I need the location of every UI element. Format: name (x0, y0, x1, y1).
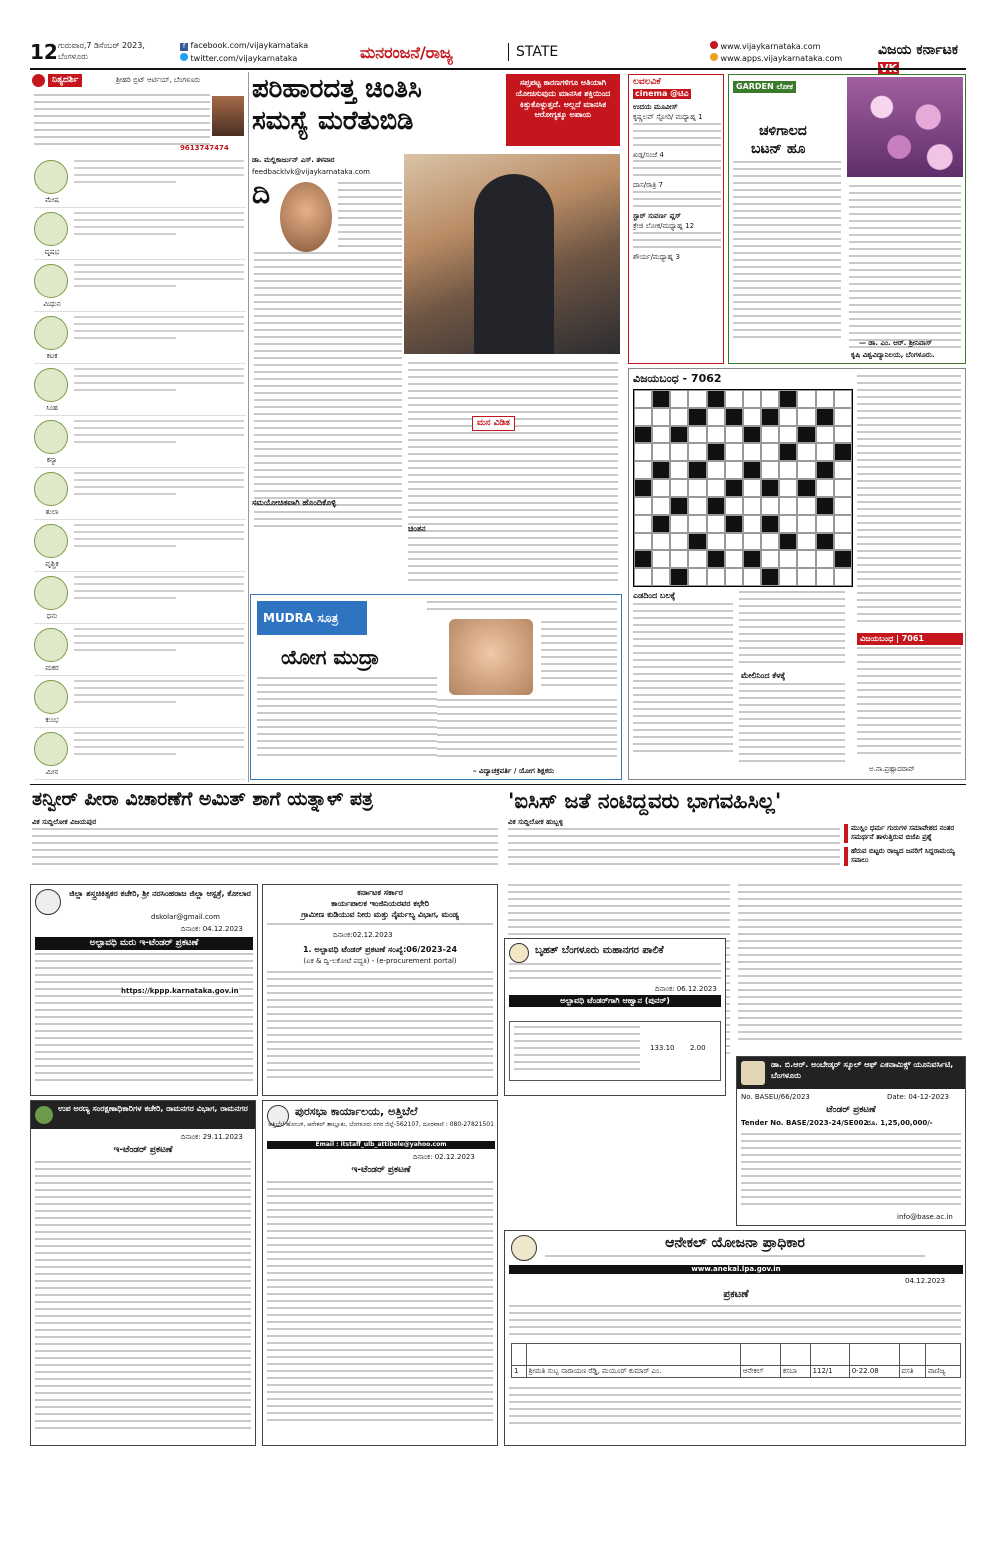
ambedkar-logo (741, 1061, 765, 1085)
tender-anekal (504, 1230, 966, 1446)
kolar-title: ಜಿಲ್ಲಾ ಶಸ್ತ್ರಚಿಕಿತ್ಸಕರ ಕಚೇರಿ, ಶ್ರೀ ನರಸಿಂಹರಾಜ ಜಿಲ್ಲಾ ಆಸ್ಪತ್ರೆ, ಕೋಲಾರ (69, 889, 251, 898)
libra-icon (34, 472, 68, 506)
twitter-icon (180, 53, 188, 61)
feature-drop-cap: ದಿ (252, 177, 271, 210)
flower-photo (847, 77, 963, 177)
garden-title-1: ಚಳಿಗಾಲದ (759, 123, 807, 139)
cancer-icon (34, 316, 68, 350)
crossword-grid[interactable] (633, 389, 853, 587)
header-rule (30, 68, 966, 70)
twitter-link[interactable]: twitter.com/vijaykarnataka (180, 53, 297, 64)
ambedkar-email[interactable]: info@base.ac.in (897, 1213, 953, 1221)
ambedkar-date: Date: 04-12-2023 (887, 1093, 949, 1101)
bbmp-table (509, 1021, 721, 1081)
attibele-date: ದಿನಾಂಕ: 02.12.2023 (413, 1153, 475, 1161)
horoscope-phone[interactable]: 9613747474 (180, 144, 229, 152)
scorpio-icon (34, 524, 68, 558)
ambedkar-notice: ಟೆಂಡರ್ ಪ್ರಕಟಣೆ (826, 1105, 876, 1115)
anekal-table (511, 1343, 961, 1378)
rashi-row-dhanu: ಧನು (34, 572, 246, 624)
kolar-notice: ಅಲ್ಪಾವಧಿ ಮರು ಇ-ಟೆಂಡರ್ ಪ್ರಕಟಣೆ (35, 937, 253, 950)
cinema-label: cinema @ಟಿವಿ (635, 89, 689, 98)
rashi-row-mesha: ಮೇಷ (34, 156, 246, 208)
crossword-title: ವಿಜಯಬಂಧ - 7062 (633, 372, 722, 385)
rashi-row-vrishabha: ವೃಷಭ (34, 208, 246, 260)
feature-column-tag: ಮನ ವಿಡಿತ (472, 416, 515, 431)
page-number: 12 (30, 40, 58, 64)
garden-label: GARDEN ಲೋಕ (733, 81, 796, 93)
anekal-notice: ಪ್ರಕಟಣೆ (723, 1289, 749, 1300)
bbmp-date: ದಿನಾಂಕ: 06.12.2023 (655, 985, 717, 993)
horoscope-col-rule (248, 72, 249, 782)
capricorn-icon (34, 628, 68, 662)
taurus-icon (34, 212, 68, 246)
ramanagara-title: ಉಪ ಅರಣ್ಯ ಸಂರಕ್ಷಣಾಧಿಕಾರಿಗಳ ಕಚೇರಿ, ರಾಮನಗರ ವಿಭಾಗ, ರಾಮನಗರ (31, 1101, 255, 1129)
news-left (30, 788, 500, 880)
news-bullet-1: ಮುಸ್ಲಿಂ ಧರ್ಮ ಗುರುಗಳ ಸಮಾವೇಶದ ನಂತರ ಸಮರ್ಥನೆ ತಾಳುತ್ತಿರುವ ಬಿಜೆಪಿ ಪ್ರಶ್ನೆ (844, 824, 964, 843)
tender-bbmp (504, 938, 726, 1096)
app-link[interactable]: www.apps.vijaykarnataka.com (710, 53, 842, 64)
ambedkar-amount: ರೂ. 1,25,00,000/- (867, 1119, 933, 1127)
ambedkar-title: ಡಾ. ಬಿ.ಆರ್. ಅಂಬೇಡ್ಕರ್ ಸ್ಕೂಲ್ ಆಫ್ ಎಕನಾಮಿಕ್ಸ್ ಯೂನಿವರ್ಸಿಟಿ, ಬೆಂಗಳೂರು (737, 1057, 965, 1089)
kolar-seal-icon (35, 889, 61, 915)
forest-logo (35, 1106, 53, 1124)
attibele-title: ಪುರಸಭಾ ಕಾರ್ಯಾಲಯ, ಅತ್ತಿಬೆಲೆ (295, 1105, 418, 1118)
anekal-web[interactable]: www.anekal.lpa.gov.in (509, 1265, 963, 1274)
tender-mandya (262, 884, 498, 1096)
lavalavk-cinema-box (628, 74, 724, 364)
attibele-sub: ಅತ್ತಿಬೆಲೆ ಹೋಬಳಿ, ಆನೇಕಲ್ ತಾಲ್ಲೂಕು, ಬೆಂಗಳೂರು ನಗರ ಜಿಲ್ಲೆ-562107, ದೂರವಾಣಿ : 080-27821501 (268, 1121, 494, 1128)
anekal-date: 04.12.2023 (905, 1277, 946, 1285)
rashi-row-kataka: ಕಟಕ (34, 312, 246, 364)
feature-pull-quote: ಸಪ್ತಪಟ್ಟ ಕಾರಣಗಳಿಗೂ ಅತಿಯಾಗಿ ಯೋಚಿಸುವುದು ಮಾನಸಿಕ ಶಕ್ತಿಯಿಂದ ಕಿತ್ತುಕೊಳ್ಳುತ್ತದೆ. ಅಲ್ಲದೆ ಮಾನಸಿಕ ಆರೋಗ್ಯಕ್ಕೂ ಅಪಾಯ (506, 74, 620, 146)
bbmp-logo (509, 943, 529, 963)
bbmp-amount-2: 2.00 (690, 1044, 706, 1052)
man-silhouette (474, 174, 554, 354)
masthead: ವಿಜಯ ಕರ್ನಾಟಕ (878, 42, 966, 77)
mandya-date: ದಿನಾಂಕ:02.12.2023 (333, 931, 393, 939)
horoscope-title: ನಿತ್ಯದರ್ಶಿ (48, 74, 82, 87)
sun-icon (32, 74, 45, 87)
table-row: 1 ಶ್ರೀಮತಿ ಸುಬ್ಬ ನಾರಾಯಣ ರೆಡ್ಡಿ, ಮಯೂರ್ ಕುಮಾರ್ ಎಂ. ಆನೇಕಲ್ ಕಸಬಾ 112/1 0-22.08 ವಸತಿ ವಾಣಿಜ್ಯ (512, 1366, 961, 1378)
garden-title-2: ಬಟನ್ ಹೂ (751, 141, 806, 157)
rashi-row-vrishchika: ವೃಶ್ಚಿಕ (34, 520, 246, 572)
tender-ambedkar (736, 1056, 966, 1226)
anekal-title: ಆನೇಕಲ್ ಯೋಜನಾ ಪ್ರಾಧಿಕಾರ (665, 1235, 805, 1251)
attibele-notice: ಇ-ಟೆಂಡರ್ ಪ್ರಕಟಣೆ (351, 1165, 411, 1175)
garden-credit: ಕೃಷಿ ವಿಶ್ವವಿದ್ಯಾನಿಲಯ, ಬೆಂಗಳೂರು. (851, 351, 935, 359)
news-headline-left: ತನ್ವೀರ್ ಪೀರಾ ವಿಚಾರಣೆಗೆ ಅಮಿತ್ ಶಾಗೆ ಯತ್ನಾಳ್ ಪತ್ರ (32, 788, 373, 810)
aquarius-icon (34, 680, 68, 714)
crossword-answer-title: ವಿಜಯಬಂಧ | 7061 (857, 633, 963, 645)
news-bullet-2: ಹೆರುವ ಬಿಟ್ಟರು ರಾಜ್ಯದ ಜನರಿಗೆ ಸಿದ್ದರಾಮಯ್ಯ ಸವಾಲು (844, 847, 964, 866)
crossword-box (628, 368, 966, 780)
rashi-row-kanya: ಕನ್ಯಾ (34, 416, 246, 468)
bbmp-notice: ಅಲ್ಪಾವಧಿ ಟೆಂಡರ್‌ಗಾಗಿ ಆಹ್ವಾನ (ಪುನರ್) (509, 995, 721, 1007)
sagittarius-icon (34, 576, 68, 610)
anekal-logo (511, 1235, 537, 1261)
gemini-icon (34, 264, 68, 298)
author-photo (280, 182, 332, 252)
astrologer-photo (212, 96, 244, 136)
kolar-email[interactable]: dskolar@gmail.com (151, 913, 220, 921)
leo-icon (34, 368, 68, 402)
news-dateline-left: ವಿಕ ಸುದ್ದಿಲೋಕ ವಿಜಯಪುರ (32, 818, 97, 826)
kolar-date: ದಿನಾಂಕ: 04.12.2023 (181, 925, 243, 933)
ramanagara-date: ದಿನಾಂಕ: 29.11.2023 (181, 1133, 243, 1141)
page-header (30, 40, 966, 66)
facebook-icon: f (180, 43, 188, 51)
kolar-url[interactable]: https://kppp.karnataka.gov.in (121, 987, 239, 995)
feature-subheading: ಸಮಯೋಚಿತವಾಗಿ ಹೊಂದಿಕೊಳ್ಳಿ (252, 498, 336, 507)
facebook-link[interactable]: f facebook.com/vijaykarnataka (180, 41, 308, 51)
aries-icon (34, 160, 68, 194)
section-title-en: STATE (516, 44, 559, 60)
feature-byline: ಡಾ. ಮಲ್ಲಿಕಾರ್ಜುನ್ ಎಸ್. ತಳವಾರ (252, 156, 335, 164)
feature-email[interactable]: feedbacklvk@vijaykarnataka.com (252, 168, 370, 176)
ambedkar-no: No. BASEU/66/2023 (741, 1093, 810, 1101)
rashi-row-kumbha: ಕುಂಭ (34, 676, 246, 728)
feature-headline-2: ಸಮಸ್ಯೆ ಮರೆತುಬಿಡಿ (252, 106, 414, 136)
rashi-row-simha: ಸಿಂಹ (34, 364, 246, 416)
news-dateline-right: ವಿಕ ಸುದ್ದಿಲೋಕ ಹುಬ್ಬಳ್ಳಿ (508, 818, 563, 826)
ramanagara-notice: ಇ-ಟೆಂಡರ್ ಪ್ರಕಟಣೆ (113, 1145, 173, 1155)
feature-headline-1: ಪರಿಹಾರದತ್ತ ಚಿಂತಿಸಿ (252, 74, 422, 104)
news-headline-right: 'ಐಸಿಸ್ ಜತೆ ನಂಟಿದ್ದವರು ಭಾಗವಹಿಸಿಲ್ಲ' (508, 789, 782, 813)
mandya-mode: (ಏಕ & ದ್ವಿ-ಲಕೋಟೆ ಪದ್ಧತಿ) - (e-procurement portal) (303, 957, 457, 965)
section-divider (508, 43, 509, 61)
mandya-sub: ಕಾರ್ಯಪಾಲಕ ಇಂಜಿನಿಯರವರ ಕಛೇರಿ (331, 899, 429, 908)
crossword-down-label: ಮೇಲಿನಿಂದ ಕೆಳಕ್ಕೆ (741, 671, 786, 680)
tender-ramanagara (30, 1100, 256, 1446)
issue-city: ಬೆಂಗಳೂರು (58, 52, 88, 61)
news-bullets (844, 824, 964, 866)
yoga-credit: – ವಿದ್ಯಾಚಕ್ರವರ್ತಿ / ಯೋಗ ಶಿಕ್ಷಕರು (473, 767, 554, 775)
tender-attibele (262, 1100, 498, 1446)
lavalavk-garden-box (728, 74, 966, 364)
mandya-notice: 1. ಅಲ್ಪಾವಧಿ ಟೆಂಡರ್ ಪ್ರಕಟಣೆ ಸಂಖ್ಯೆ:06/2023-24 (302, 945, 458, 954)
yoga-box (250, 594, 622, 780)
yoga-brand: MUDRA ಸೂತ್ರ (257, 601, 367, 635)
garden-author: — ಡಾ. ಎಂ. ಆರ್. ಶ್ರೀನಿವಾಸ್ (859, 339, 932, 347)
rashi-row-meena: ಮೀನ (34, 728, 246, 780)
horoscope-header (30, 72, 246, 90)
rashi-row-makara: ಮಕರ (34, 624, 246, 676)
yoga-title: ಯೋಗ ಮುದ್ರಾ (281, 645, 380, 669)
crossword-across-label: ಎಡದಿಂದ ಬಲಕ್ಕೆ (633, 591, 676, 600)
section-title: ಮನರಂಜನೆ/ರಾಜ್ಯ (360, 43, 453, 62)
bbmp-amount-1: 133.10 (650, 1044, 675, 1052)
lavalavk-logo: ಲವಲವಿಕೆ (633, 77, 661, 87)
rashi-row-tula: ತುಲಾ (34, 468, 246, 520)
feature-subheading-2: ಚಿಂತನ (408, 524, 426, 533)
website-link[interactable]: www.vijaykarnataka.com (710, 41, 820, 52)
rashi-row-mithuna: ಮಿಥುನ (34, 260, 246, 312)
virgo-icon (34, 420, 68, 454)
pisces-icon (34, 732, 68, 766)
attibele-email[interactable]: Email : itstaff_ulb_attibele@yahoo.com (267, 1141, 495, 1149)
bbmp-title: ಬೃಹತ್ ಬೆಂಗಳೂರು ಮಹಾನಗರ ಪಾಲಿಕೆ (535, 945, 664, 956)
tv-listings: ಉದಯ ಮೂವೀಸ್ ಕೃಷ್ಣಲವ್ ಸ್ಟೋರಿ/ ಮಧ್ಯಾಹ್ನ 1 ಖಡ್ಗ/ಸಂಜೆ 4 ದಾಸ/ರಾತ್ರಿ 7 ಸ್ಟಾರ್ ಸುವರ್ಣ ಪ್ಲಸ್ ಕ್ರೇಜಿ ಲೋಕ/ಮಧ್ಯಾಹ್ನ 12 ಶೌರ್ಯ/ಮಧ್ಯಾಹ್ನ 3 (633, 103, 721, 263)
feature-article (250, 72, 622, 592)
feature-photo (404, 154, 620, 354)
issue-date: ಗುರುವಾರ,7 ಡಿಸೆಂಬರ್ 2023, (58, 41, 145, 50)
globe-icon (710, 41, 718, 49)
mandya-dept: ಗ್ರಾಮೀಣ ಕುಡಿಯುವ ನೀರು ಮತ್ತು ನೈರ್ಮಲ್ಯ ವಿಭಾಗ, ಮಂಡ್ಯ (301, 910, 459, 919)
tender-kolar (30, 884, 258, 1096)
app-icon (710, 53, 718, 61)
horoscope-author: ಶ್ರೀಹರಿ ಬ್ರಿಟ್ ಆರ್ಟಿಯ್, ಬೆಂಗಳೂರು (116, 76, 201, 84)
mandya-title: ಕರ್ನಾಟಕ ಸರ್ಕಾರ (357, 888, 403, 897)
news-right-lines-ext2 (734, 884, 966, 1084)
news-right (504, 788, 966, 880)
crossword-editor: ಅ.ನಾ.ಪ್ರಹ್ಲಾದರಾವ್ (869, 765, 915, 773)
ambedkar-tender-no: Tender No. BASE/2023-24/SE002 (741, 1119, 869, 1127)
section-rule-1 (30, 784, 966, 785)
